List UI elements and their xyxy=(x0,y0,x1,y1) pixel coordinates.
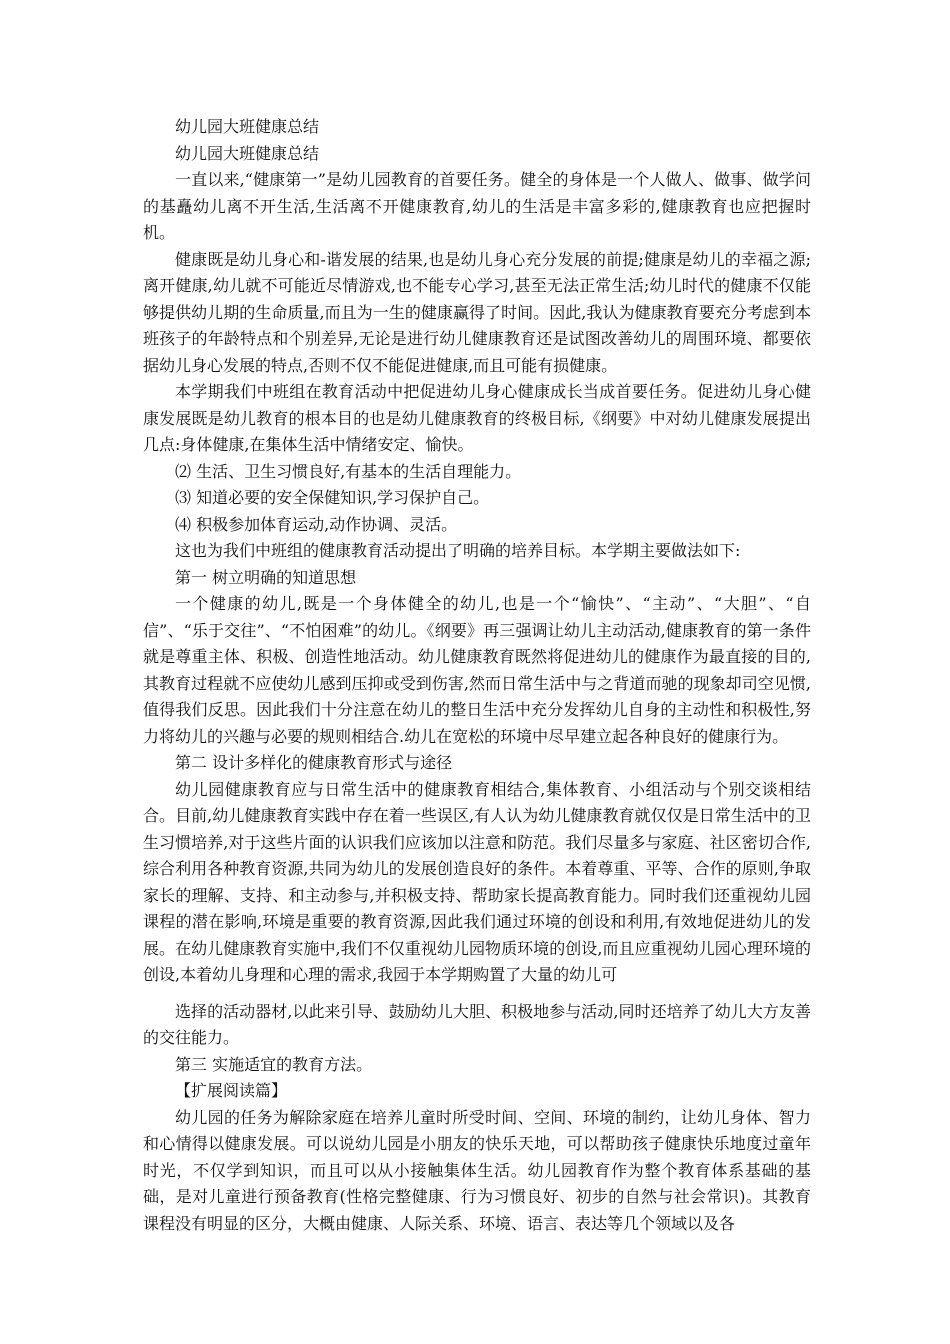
document-subtitle: 幼儿园大班健康总结 xyxy=(175,143,320,163)
paragraph-intro: 一直以来,“健康第一”是幼儿园教育的首要任务。健全的身体是一个人做人、做事、做学问的基矗幼儿离不开生活,生活离不开健康教育,幼儿的生活是丰富多彩的,健康教育也应把握时机。 xyxy=(143,170,811,242)
document-body xyxy=(143,114,811,1237)
list-item-habits: ⑵ 生活、卫生习惯良好,有基本的生活自理能力。 xyxy=(175,461,522,481)
paragraph-extended-reading: 幼儿园的任务为解除家庭在培养儿童时所受时间、空间、环境的制约，让幼儿身体、智力和心情得以健康发展。可以说幼儿园是小朋友的快乐天地，可以帮助孩子健康快乐地度过童年时光，不仅学到知识，而且可以从小接触集体生活。幼儿园教育作为整个教育体系基础的基础，是对儿童进行预备教育(性格完整健康、行为习惯良好、初步的自然与社会常识)。其教育课程没有明显的区分，大概由健康、人际关系、环境、语言、表达等几个领域以及各 xyxy=(143,1107,811,1233)
paragraph-semester-goal: 本学期我们中班组在教育活动中把促进幼儿身心健康成长当成首要任务。促进幼儿身心健康发展既是幼儿教育的根本目的也是幼儿健康教育的终极目标,《纲要》中对幼儿健康发展提出几点:身体健康,在集体生活中情绪安定、愉快。 xyxy=(143,382,811,454)
extended-reading-heading: 【扩展阅读篇】 xyxy=(175,1081,288,1100)
paragraph-second-continued: 选择的活动器材,以此来引导、鼓励幼儿大胆、积极地参与活动,同时还培养了幼儿大方友善的交往能力。 xyxy=(143,1001,811,1047)
paragraph-health-importance: 健康既是幼儿身心和-谐发展的结果,也是幼儿身心充分发展的前提;健康是幼儿的幸福之源;离开健康,幼儿就不可能近尽情游戏,也不能专心学习,甚至无法正常生活;幼儿时代的健康不仅能够提供幼儿期的生命质量,而且为一生的健康赢得了时间。因此,我认为健康教育要充分考虑到本班孩子的年龄特点和个别差异,无论是进行幼儿健康教育还是试图改善幼儿的周围环境、都要依据幼儿身心发展的特点,否则不仅不能促进健康,而且可能有损健康。 xyxy=(143,249,811,375)
section-heading-first: 第一 树立明确的知道思想 xyxy=(175,567,357,587)
list-item-safety: ⑶ 知道必要的安全保健知识,学习保护自己。 xyxy=(175,488,490,507)
section-heading-third: 第三 实施适宜的教育方法。 xyxy=(175,1054,373,1074)
paragraph-first-detail: 一个健康的幼儿,既是一个身体健全的幼儿,也是一个“愉快”、“主动”、“大胆”、“自信”、“乐于交往”、“不怕困难”的幼儿。《纲要》再三强调让幼儿主动活动,健康教育的第一条件就是尊重主体、积极、创造性地活动。幼儿健康教育既然将促进幼儿的健康作为最直接的目的,其教育过程就不应使幼儿感到压抑或受到伤害,然而日常生活中与之背道而驰的现象却司空见惯,值得我们反思。因此我们十分注意在幼儿的整日生活中充分发挥幼儿自身的主动性和积极性,努力将幼儿的兴趣与必要的规则相结合.幼儿在宽松的环境中尽早建立起各种良好的健康行为。 xyxy=(143,594,811,746)
paragraph-second-detail: 幼儿园健康教育应与日常生活中的健康教育相结合,集体教育、小组活动与个别交谈相结合。目前,幼儿健康教育实践中存在着一些误区,有人认为幼儿健康教育就仅仅是日常生活中的卫生习惯培养,对于这些片面的认识我们应该加以注意和防范。我们尽量多与家庭、社区密切合作,综合利用各种教育资源,共同为幼儿的发展创造良好的条件。本着尊重、平等、合作的原则,争取家长的理解、支持、和主动参与,并积极支持、帮助家长提高教育能力。同时我们还重视幼儿园课程的潜在影响,环境是重要的教育资源,因此我们通过环境的创设和利用,有效地促进幼儿的发展。在幼儿健康教育实施中,我们不仅重视幼儿园物质环境的创设,而且应重视幼儿园心理环境的创设,本着幼儿身理和心理的需求,我园于本学期购置了大量的幼儿可 xyxy=(143,779,811,984)
document-title: 幼儿园大班健康总结 xyxy=(175,117,320,136)
section-heading-second: 第二 设计多样化的健康教育形式与途径 xyxy=(175,753,453,772)
paragraph-method-intro: 这也为我们中班组的健康教育活动提出了明确的培养目标。本学期主要做法如下: xyxy=(175,541,741,560)
list-item-exercise: ⑷ 积极参加体育运动,动作协调、灵活。 xyxy=(175,514,458,534)
